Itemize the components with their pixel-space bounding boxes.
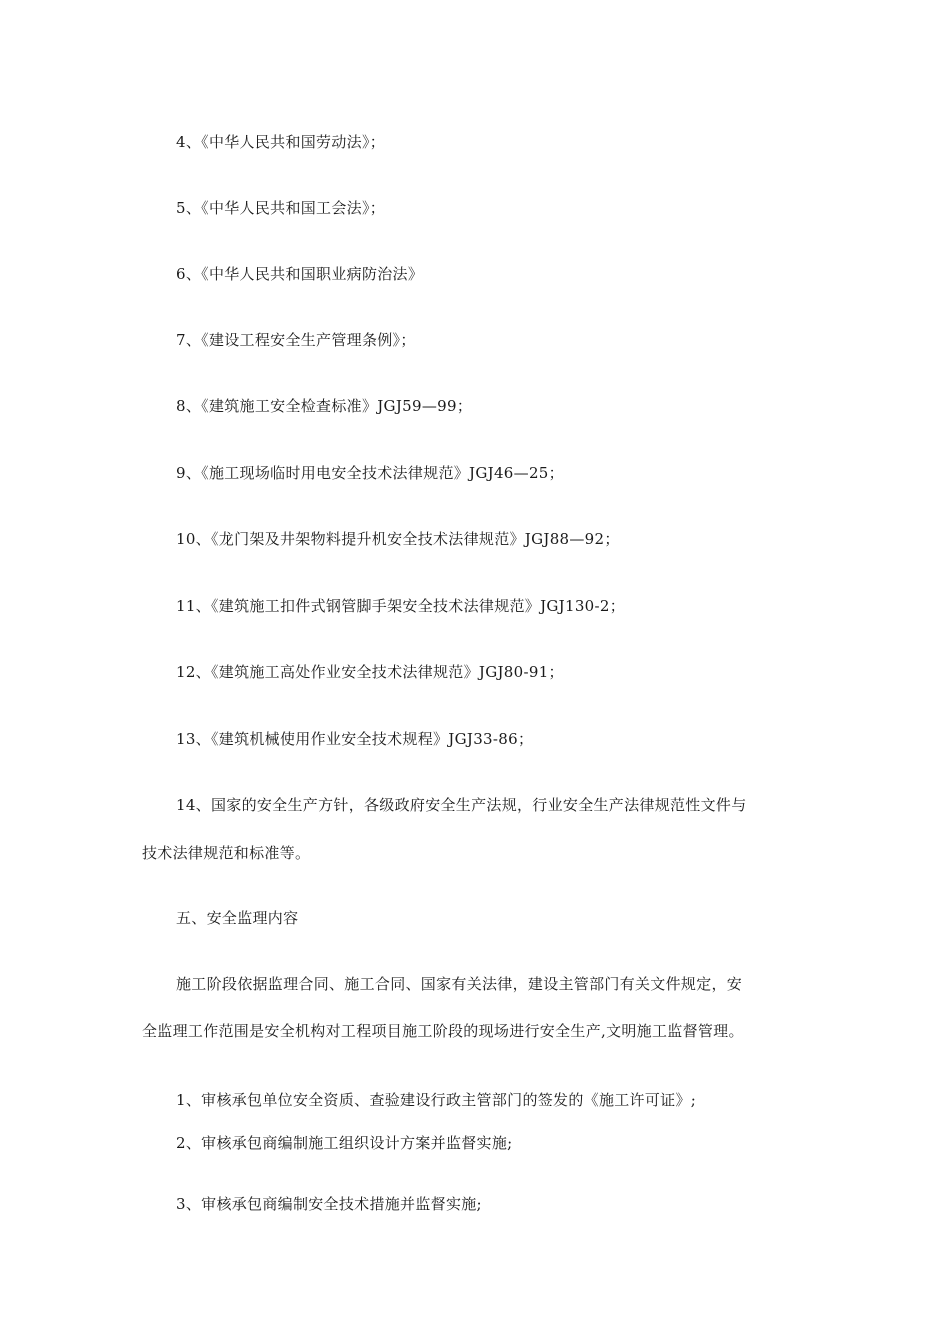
paragraph-line2: 全监理工作范围是安全机构对工程项目施工阶段的现场进行安全生产,文明施工监督管理。 (142, 1022, 744, 1040)
list-item: 5、《中华人民共和国工会法》； (176, 199, 386, 217)
list-item: 12、《建筑施工高处作业安全技术法律规范》JGJ80-91； (176, 663, 564, 681)
list-item: 11、《建筑施工扣件式钢管脚手架安全技术法律规范》JGJ130-2； (176, 597, 626, 615)
list-item: 9、《施工现场临时用电安全技术法律规范》JGJ46—25； (176, 464, 564, 482)
task-item: 1、审核承包单位安全资质、查验建设行政主管部门的签发的《施工许可证》; (176, 1091, 697, 1109)
list-item: 4、《中华人民共和国劳动法》； (176, 133, 386, 151)
list-item: 8、《建筑施工安全检查标准》JGJ59—99； (176, 397, 473, 415)
list-item: 6、《中华人民共和国职业病防治法》 (176, 265, 424, 283)
list-item-14-line2: 技术法律规范和标准等。 (142, 844, 311, 862)
task-item: 2、审核承包商编制施工组织设计方案并监督实施; (176, 1134, 513, 1152)
section-heading: 五、安全监理内容 (176, 909, 299, 927)
task-item: 3、审核承包商编制安全技术措施并监督实施; (176, 1195, 482, 1213)
list-item: 10、《龙门架及井架物料提升机安全技术法律规范》JGJ88—92； (176, 530, 620, 548)
list-item: 13、《建筑机械使用作业安全技术规程》JGJ33-86； (176, 730, 534, 748)
list-item: 7、《建设工程安全生产管理条例》； (176, 331, 416, 349)
paragraph-line1: 施工阶段依据监理合同、施工合同、国家有关法律，建设主管部门有关文件规定，安 (176, 975, 743, 993)
list-item-14-line1: 14、国家的安全生产方针，各级政府安全生产法规，行业安全生产法律规范性文件与 (176, 796, 747, 814)
